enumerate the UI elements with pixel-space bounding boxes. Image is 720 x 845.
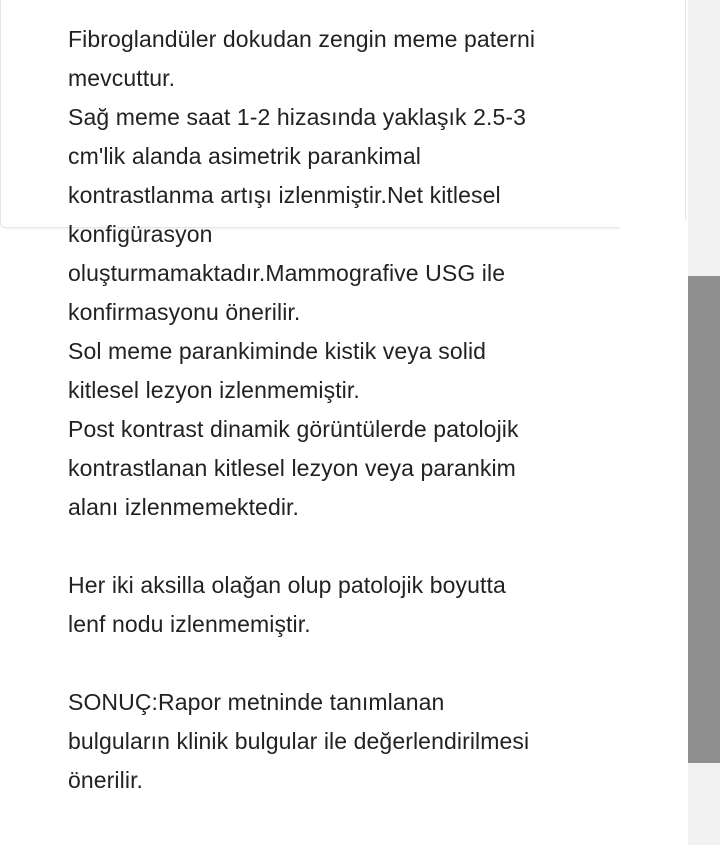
report-line: Sağ meme saat 1-2 hizasında yaklaşık 2.5-3 [68,104,527,130]
report-line: kontrastlanma artışı izlenmiştir.Net kitlesel [68,182,501,208]
report-line: lenf nodu izlenmemiştir. [68,611,311,637]
scrollbar-thumb[interactable] [688,276,720,763]
report-line: kitlesel lezyon izlenmemiştir. [68,377,360,403]
report-line: cm'lik alanda asimetrik parankimal [68,143,421,169]
card-edge-gap [620,220,690,232]
conclusion-line: bulguların klinik bulgular ile değerlendirilmesi [68,728,530,754]
report-line: Fibroglandüler dokudan zengin meme paterni [68,26,536,52]
paragraph-spacer [68,644,608,683]
report-line: oluşturmamaktadır.Mammografive USG ile [68,260,506,286]
scrollbar-track[interactable] [688,0,720,845]
report-line: mevcuttur. [68,65,176,91]
conclusion-line: önerilir. [68,767,144,793]
report-line: Post kontrast dinamik görüntülerde patolojik [68,416,519,442]
conclusion-line: SONUÇ:Rapor metninde tanımlanan [68,689,445,715]
report-line: alanı izlenmemektedir. [68,494,300,520]
report-line: Her iki aksilla olağan olup patolojik boyutta [68,572,506,598]
report-line: konfigürasyon [68,221,213,247]
paragraph-spacer [68,527,608,566]
report-line: kontrastlanan kitlesel lezyon veya parankim [68,455,516,481]
report-line: Sol meme parankiminde kistik veya solid [68,338,487,364]
report-line: konfirmasyonu önerilir. [68,299,301,325]
report-body [68,20,608,800]
